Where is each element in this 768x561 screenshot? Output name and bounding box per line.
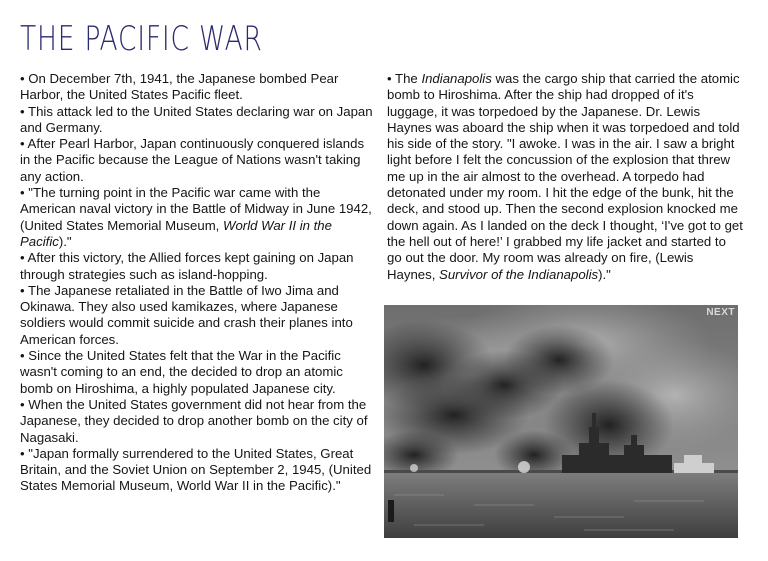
overlay-label: NEXT [706, 307, 735, 318]
bullet-item: • This attack led to the United States declaring war on Japan and Germany. [20, 103, 373, 135]
bullet-item: • After this victory, the Allied forces kept gaining on Japan through strategies such as island-hopping. [20, 250, 354, 282]
bullet-item: • "The turning point in the Pacific war came with the American naval victory in the Battle of Midway in June 1942, (United States Memorial Museum, World War II in the Pacific)." [20, 185, 372, 249]
photo-drawing [384, 305, 738, 538]
bullet-item: • When the United States government did not hear from the Japanese, they decided to drop another bomb on the city of Nagasaki. [20, 396, 368, 445]
bullet-item: • "Japan formally surrendered to the United States, Great Britain, and the Soviet Union on September 2, 1945, (United States Memorial Museum, World War II in the Pacific)." [20, 445, 372, 494]
bullet-item: • The Japanese retaliated in the Battle of Iwo Jima and Okinawa. They also used kamikazes, where Japanese soldiers would commit suicide and crash their planes into American forces. [20, 282, 353, 347]
left-text-column [20, 71, 376, 495]
right-text-column [387, 71, 743, 283]
page-title: THE PACIFIC WAR [20, 19, 263, 59]
bullet-item: • Since the United States felt that the War in the Pacific wasn't coming to an end, the decided to drop an atomic bomb on Hiroshima, a highly populated Japanese city. [20, 348, 343, 396]
pearl-harbor-photo [384, 305, 738, 538]
bullet-item-indianapolis: • The Indianapolis was the cargo ship that carried the atomic bomb to Hiroshima. After the ship had dropped of it's luggage, it was torpedoed by the Japanese. Dr. Lewis Haynes was aboard the ship when it was torpedoed and told his side of the story. "I awoke. I was in the air. I saw a bright light before I felt the concussion of the explosion that threw me up in the air almost to the overhead. A torpedo had detonated under my room. I hit the edge of the bunk, hit the deck, and stood up. Then the second explosion knocked me down again. As I landed on the deck I thought, ‘I've got to get the hell out of here!’ I grabbed my life jacket and started to go out the door. My room was already on fire, (Lewis Haynes, Survivor of the Indianapolis)." [387, 71, 743, 282]
bullet-item: • After Pearl Harbor, Japan continuously conquered islands in the Pacific because the League of Nations wasn't taking any action. [20, 136, 365, 184]
bullet-item: • On December 7th, 1941, the Japanese bombed Pear Harbor, the United States Pacific fleet. [20, 71, 339, 103]
